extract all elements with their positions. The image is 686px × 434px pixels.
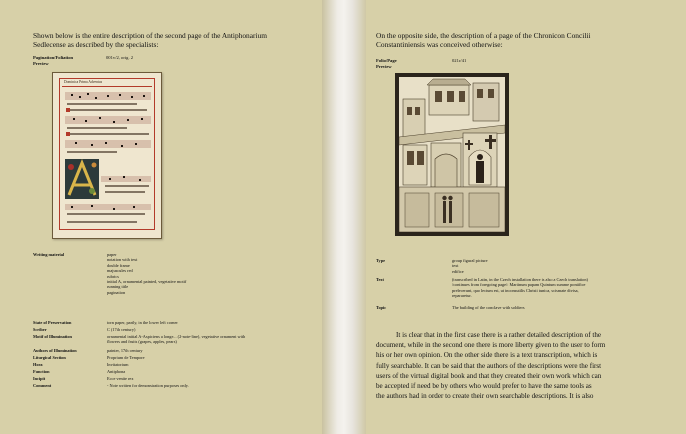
preview-label: Preview	[33, 61, 49, 66]
meta-key: Motif of Illumination	[33, 334, 72, 339]
paragraph-line: document, while in the second one there is more liberty given to the user to form	[376, 341, 606, 350]
left-intro	[33, 31, 323, 49]
meta-value: Proprium de Tempore	[107, 355, 145, 360]
meta-key: Type	[376, 258, 385, 263]
meta-values	[107, 252, 317, 295]
paragraph-line: be accepted if need be by others who would prefer to have the same tools as	[376, 381, 592, 390]
meta-value: /continues from foregoing page/: Martinum papam Quintum summe pontifice	[452, 282, 586, 288]
meta-key: Topic	[376, 305, 387, 310]
meta-value: prelecerunt, quo lectum est, ut inconsutilis Christi tunica, scismate divisa,	[452, 287, 579, 293]
paragraph-line: his or her own opinion. On the other side there is a text transcription, which is	[376, 351, 598, 360]
meta-key: Function	[33, 369, 50, 374]
folio-value: 021r/41	[452, 58, 467, 63]
meta-value: group figural picture	[452, 258, 488, 263]
meta-value: torn paper, partly, in the lower left corner	[107, 320, 178, 325]
meta-value: pagination	[107, 289, 126, 295]
pagination-value: 001v/2, orig. 2	[106, 55, 134, 60]
meta-value: painter, 17th century	[107, 348, 143, 353]
folio-label: Folio/Page	[376, 58, 397, 63]
meta-value: Invitatorium	[107, 362, 129, 367]
manuscript-running-title: Dominica Prima Adventus	[64, 80, 103, 84]
right-intro	[376, 31, 676, 49]
meta-key: Hora	[33, 362, 43, 367]
meta-key: Writing material	[33, 252, 65, 257]
meta-value: C (17th century)	[107, 327, 136, 332]
meta-key: State of Preservation	[33, 320, 72, 325]
paragraph-line: It is clear that in the first case there is a rather detailed description of the	[396, 331, 602, 339]
meta-value: flowers and fruits (grapes, apples, pears)	[107, 339, 177, 345]
meta-value: rubrics	[107, 273, 119, 279]
meta-key: Text	[376, 277, 384, 282]
meta-value: majuscules red	[107, 268, 133, 274]
meta-value: Ecce venite rex	[107, 376, 134, 381]
right-intro-line: Constantiniensis was conceived otherwise:	[376, 40, 503, 49]
meta-value: paper	[107, 252, 117, 257]
meta-value: notation with text	[107, 257, 138, 263]
meta-value: edifice	[452, 268, 464, 274]
meta-value: initial A, ornamental painted, vegetative motif	[107, 278, 187, 284]
book-gutter-left	[322, 0, 344, 434]
meta-value: double frame	[107, 262, 130, 268]
meta-value: The building of the conclave with soldiers	[452, 305, 525, 310]
left-intro-line: Shown below is the entire description of the second page of the Antiphonarium	[33, 31, 267, 40]
preview-label: Preview	[376, 64, 392, 69]
meta-value: ornamental initial A-Aspiciens a longe... (2-note-line), vegetative ornament with	[107, 334, 246, 339]
meta-value: text	[452, 263, 459, 269]
meta-value: (transcribed in Latin, in the Czech installation there is also a Czech translation)	[452, 277, 588, 282]
book-gutter-right	[344, 0, 366, 434]
paragraph-line: the authors had in order to create their own searchable descriptions. It is also	[376, 392, 594, 401]
manuscript-preview-image	[52, 72, 162, 239]
meta-key: Comment	[33, 383, 52, 388]
left-intro-line: Sedlecense as described by the specialists:	[33, 40, 159, 49]
meta-key: Incipit	[33, 376, 46, 381]
pagination-label: Pagination/Foliation	[33, 55, 74, 60]
meta-key: Authors of Illumination	[33, 348, 77, 353]
chronicle-drawing	[399, 77, 505, 232]
paragraph-line: users of the virtual digital book and that they created their own work which can	[376, 371, 602, 380]
meta-value: Antiphona	[107, 369, 126, 374]
meta-key: Scriber	[33, 327, 47, 332]
chronicle-preview-image	[395, 73, 509, 236]
right-intro-line: On the opposite side, the description of a page of the Chronicon Concilii	[376, 31, 591, 40]
meta-value: - Note written for demonstration purposes only.	[107, 383, 189, 388]
meta-value: repararetur.	[452, 293, 472, 299]
meta-value: running title	[107, 284, 129, 290]
paragraph-line: fully searchable. It can be said that the authors of the descriptions were the first	[376, 361, 602, 370]
manuscript-drawing	[61, 87, 155, 237]
body-paragraph	[376, 330, 676, 401]
meta-key: Liturgical Section	[33, 355, 66, 360]
